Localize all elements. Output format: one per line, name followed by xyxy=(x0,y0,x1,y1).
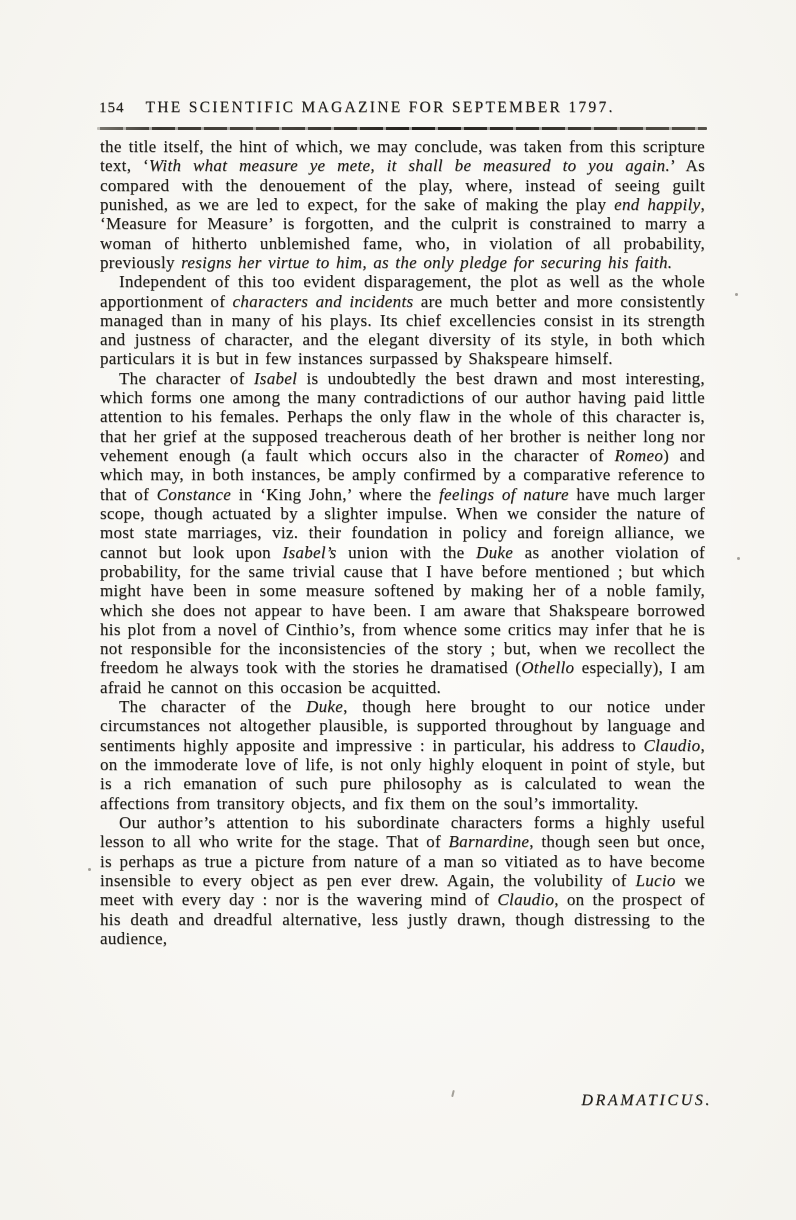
text-segment: , though seen but once, is perhaps as true a picture from nature of a man so vitiated as to have become insensible to every object as pen ever drew. Again, the volubility of xyxy=(100,832,705,890)
text-segment: we meet with every day : nor is the wavering mind of xyxy=(100,870,706,910)
paragraph xyxy=(100,137,705,272)
text-segment: , on the immoderate love of life, is not only highly eloquent in point of style, but is a rich emanation of such pure philosophy as is calculated to wean the affections from transitory objects, and fix them on the soul’s immortality. xyxy=(100,735,705,813)
text-segment: , ‘Measure for Measure’ is forgotten, and the culprit is constrained to marry a woman of hitherto unblemished fame, who, in violation of all probability, previously xyxy=(100,194,705,272)
italic-text-segment: resigns her virtue to him, as the only pledge for securing his faith. xyxy=(181,252,673,272)
text-segment: in ‘King John,’ where the xyxy=(231,484,439,504)
italic-text-segment: Claudio xyxy=(497,890,555,910)
text-segment: especially), I am afraid he cannot on this occasion be acquitted. xyxy=(100,658,705,697)
italic-text-segment: Isabel’s xyxy=(282,542,337,562)
page-number: 154 xyxy=(99,100,125,116)
text-segment: , though here brought to our notice under circumstances not altogether plausible, is supported throughout by language and sentiments highly apposite and impressive : in particular, his address to xyxy=(100,697,706,755)
text-segment: ’ As compared with the denouement of the play, where, instead of seeing guilt punished, as we are led to expect, for the sake of making the play xyxy=(100,156,705,214)
text-segment: have much larger scope, though actuated by a slighter impulse. When we consider the nature of most state marriages, viz. their foundation in policy and foreign alliance, we cannot but look upon xyxy=(100,484,705,562)
italic-text-segment: Romeo xyxy=(614,446,664,465)
scan-artifact-dot xyxy=(737,557,740,560)
text-segment: , on the prospect of his death and dreadful alternative, less justly drawn, though distressing to the audience, xyxy=(100,890,705,948)
italic-text-segment: Constance xyxy=(156,484,232,504)
italic-text-segment: Duke xyxy=(306,697,344,717)
italic-text-segment: Duke xyxy=(476,542,514,562)
article-body xyxy=(100,137,705,948)
text-segment: The character of xyxy=(119,368,254,388)
italic-text-segment: Othello xyxy=(521,658,575,678)
text-segment: ) and which may, in both instances, be amply confirmed by a comparative reference to that of xyxy=(100,446,705,504)
text-segment: the title itself, the hint of which, we may conclude, was taken from this scripture text, ‘ xyxy=(100,137,705,176)
text-segment: is undoubtedly the best drawn and most interesting, which forms one among the many contradictions of our author having paid little attention to his females. Perhaps the only flaw in the whole of this character is, that her grief at the supposed treacherous death of her brother is neither long nor vehement enough (a fault which occurs also in the character of xyxy=(100,368,705,465)
italic-text-segment: end happily xyxy=(614,194,701,214)
page-header xyxy=(99,99,707,117)
scan-artifact-dot xyxy=(735,293,738,296)
text-segment: Our author’s attention to his subordinate characters forms a highly useful lesson to all who write for the stage. That of xyxy=(100,812,705,852)
italic-text-segment: Isabel xyxy=(253,368,298,388)
signature: DRAMATICUS. xyxy=(581,1092,712,1109)
paragraph xyxy=(100,369,705,697)
paragraph xyxy=(100,272,705,369)
running-title: THE SCIENTIFIC MAGAZINE FOR SEPTEMBER 1797. xyxy=(145,99,615,116)
text-segment: as another violation of probability, for the same trivial cause that I have before mentioned ; but which might have been in some measure softened by making her of a noble family, which she does not appear to have been. I am aware that Shakspeare borrowed his plot from a novel of Cinthio’s, from whence some critics may infer that he is not responsible for the inconsistencies of the story ; but, when we recollect the freedom he always took with the stories he dramatised ( xyxy=(100,542,705,678)
italic-text-segment: Barnardine xyxy=(448,832,530,852)
text-segment: Independent of this too evident disparagement, the plot as well as the whole apportionment of xyxy=(100,272,705,311)
text-segment: The character of the xyxy=(119,697,307,717)
italic-text-segment: Lucio xyxy=(635,870,676,890)
header-rule xyxy=(97,127,707,130)
italic-text-segment: With what measure ye mete, it shall be measured to you again. xyxy=(148,156,671,176)
italic-text-segment: feelings of nature xyxy=(438,484,569,504)
text-segment: union with the xyxy=(336,542,477,562)
scan-artifact-dot xyxy=(88,868,91,871)
paragraph xyxy=(100,813,705,948)
paragraph xyxy=(100,697,705,813)
text-segment: are much better and more consistently managed than in many of his plays. Its chief excellencies consist in its strength and justness of character, and the elegant diversity of its style, in both which particulars it is but in few instances surpassed by Shakspeare himself. xyxy=(100,291,706,369)
italic-text-segment: characters and incidents xyxy=(232,291,414,311)
italic-text-segment: Claudio xyxy=(643,735,701,755)
